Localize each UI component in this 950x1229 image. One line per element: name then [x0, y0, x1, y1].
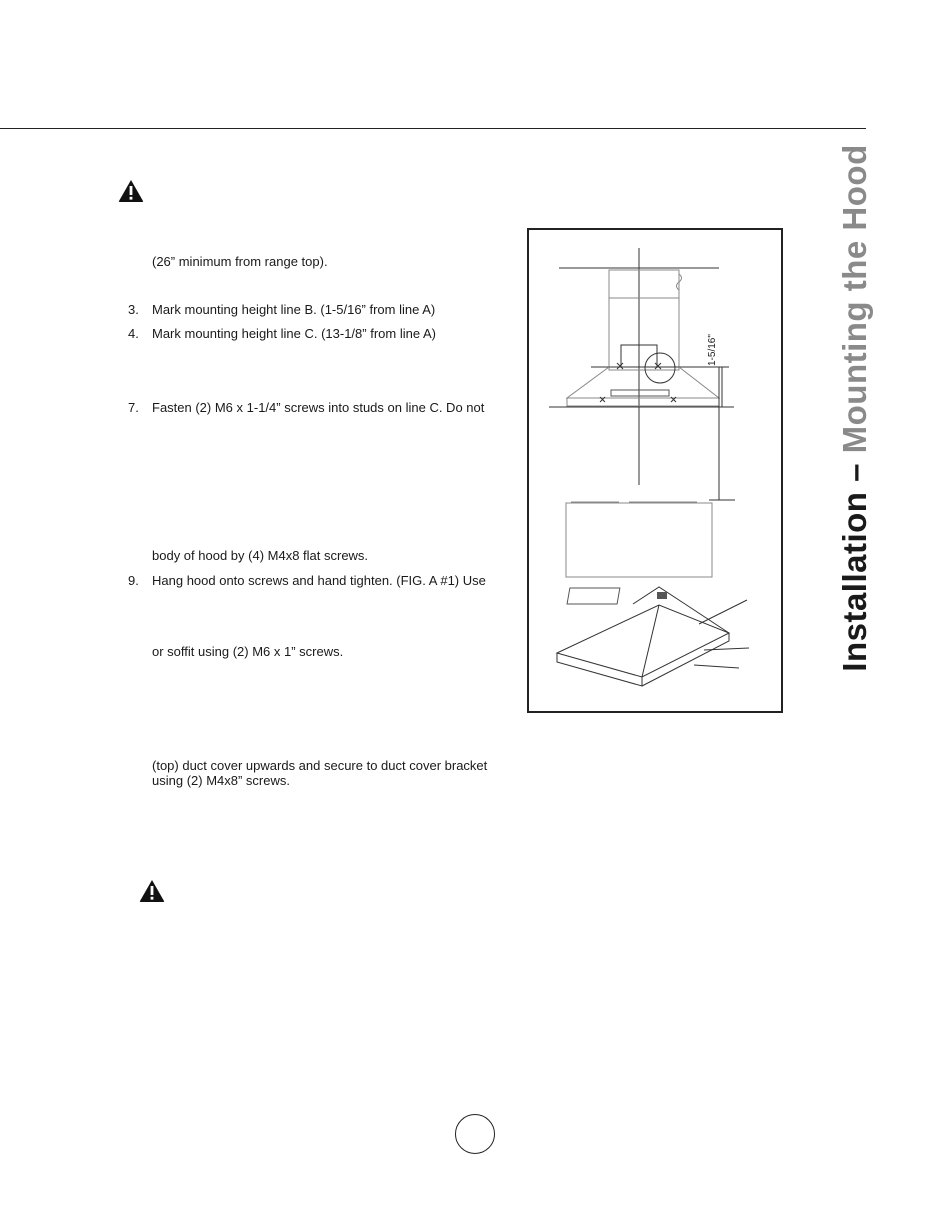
hood-mounting-diagram: [529, 230, 785, 715]
step-number: 7.: [128, 400, 139, 415]
step-text: Hang hood onto screws and hand tighten. (FIG. A #1) Use: [152, 573, 486, 588]
step-text: (top) duct cover upwards and secure to duct cover bracket: [152, 758, 488, 773]
page-number-circle: [455, 1114, 495, 1154]
section-title-part1: Installation –: [836, 453, 873, 672]
header-rule: [0, 128, 866, 129]
warning-icon: [139, 879, 165, 903]
section-title-part2: Mounting the Hood: [836, 144, 873, 454]
step-number: 4.: [128, 326, 139, 341]
step-text: Fasten (2) M6 x 1-1/4” screws into studs on line C. Do not: [152, 400, 485, 415]
section-title: [836, 144, 874, 671]
step-text: Mark mounting height line B. (1-5/16” from line A): [152, 302, 436, 317]
dimension-label: 1-5/16": [707, 334, 718, 366]
warning-icon: [118, 179, 144, 203]
step-text: (26” minimum from range top).: [152, 254, 328, 269]
step-number: 3.: [128, 302, 139, 317]
step-text: or soffit using (2) M6 x 1” screws.: [152, 644, 344, 659]
installation-figure: [527, 228, 783, 713]
step-number: 9.: [128, 573, 139, 588]
step-text: body of hood by (4) M4x8 flat screws.: [152, 548, 369, 563]
step-text: Mark mounting height line C. (13-1/8” from line A): [152, 326, 436, 341]
step-text: using (2) M4x8” screws.: [152, 773, 290, 788]
